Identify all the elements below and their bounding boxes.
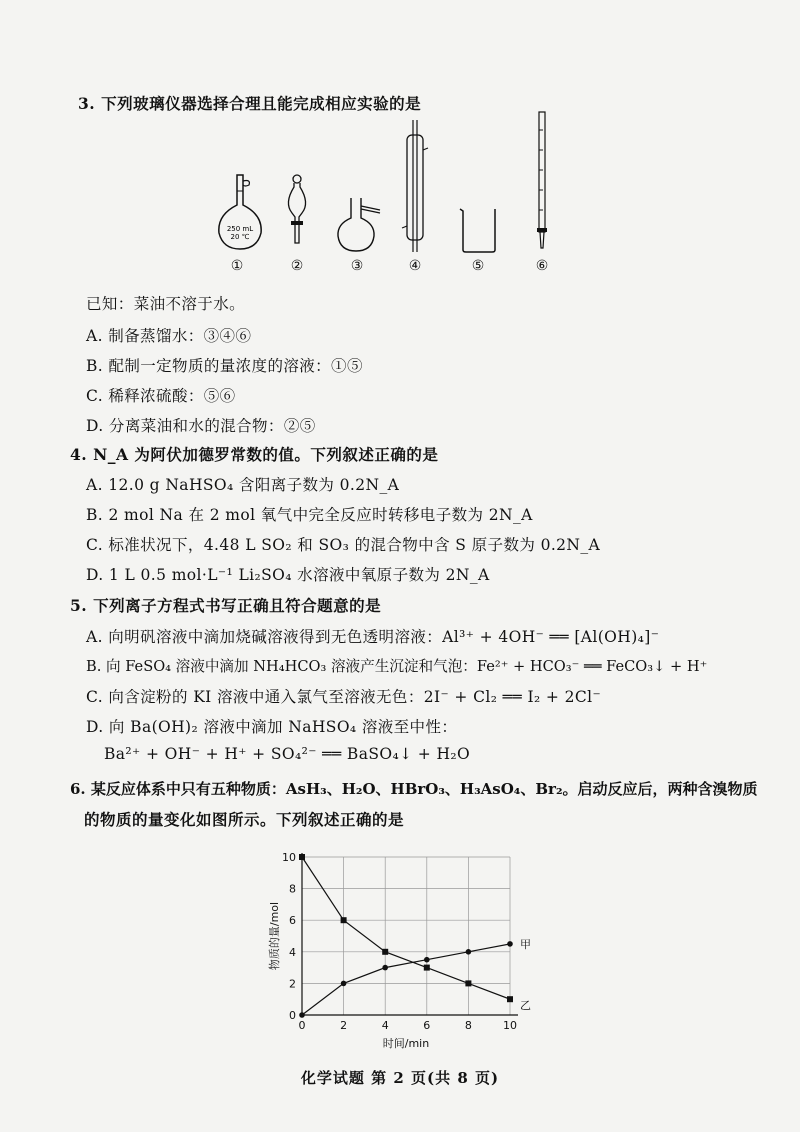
series-line-2 <box>302 857 510 999</box>
q5-option-d: D. 向 Ba(OH)₂ 溶液中滴加 NaHSO₄ 溶液至中性： <box>86 718 458 736</box>
q5-option-b: B. 向 FeSO₄ 溶液中滴加 NH₄HCO₃ 溶液产生沉淀和气泡：Fe²⁺ + HCO₃⁻ ══ FeCO₃↓ + H⁺ <box>86 658 708 675</box>
data-point-2 <box>507 996 513 1002</box>
data-point-1 <box>341 981 347 987</box>
q4-option-d: D. 1 L 0.5 mol·L⁻¹ Li₂SO₄ 水溶液中氧原子数为 2N_A <box>86 566 490 584</box>
q4-option-c: C. 标准状况下，4.48 L SO₂ 和 SO₃ 的混合物中含 S 原子数为 0.2N_A <box>86 536 601 554</box>
q4-option-a: A. 12.0 g NaHSO₄ 含阳离子数为 0.2N_A <box>86 476 400 494</box>
x-tick-label: 4 <box>381 1019 389 1032</box>
volumetric-flask-icon <box>215 173 265 253</box>
q5-stem: 5. 下列离子方程式书写正确且符合题意的是 <box>70 596 382 615</box>
x-tick-label: 6 <box>423 1019 431 1032</box>
y-tick-label: 10 <box>282 851 296 864</box>
data-point-1 <box>424 957 430 963</box>
q3-option-a: A. 制备蒸馏水：③④⑥ <box>86 327 252 345</box>
q6-chart <box>260 845 560 1055</box>
y-tick-label: 8 <box>289 882 296 896</box>
x-tick-label: 2 <box>340 1019 348 1032</box>
separatory-funnel-icon <box>282 173 312 253</box>
apparatus-row <box>200 118 580 276</box>
q3-option-d: D. 分离菜油和水的混合物：②⑤ <box>86 417 316 435</box>
apparatus-label-3: ③ <box>350 258 364 274</box>
x-tick-label: 8 <box>464 1019 472 1032</box>
q3-known: 已知：菜油不溶于水。 <box>86 295 246 313</box>
q6-stem-line2: 的物质的量变化如图所示。下列叙述正确的是 <box>84 810 405 829</box>
apparatus-label-1: ① <box>230 258 244 274</box>
q4-stem: 4. N_A 为阿伏加德罗常数的值。下列叙述正确的是 <box>70 445 439 464</box>
y-axis-label: 物质的量/mol <box>268 901 281 971</box>
page-footer: 化学试题 第 2 页(共 8 页) <box>300 1069 500 1087</box>
y-tick-label: 4 <box>289 945 296 959</box>
apparatus-label-4: ④ <box>408 258 422 274</box>
q6-chart-svg <box>260 845 560 1055</box>
x-tick-label: 0 <box>298 1019 306 1032</box>
y-tick-label: 0 <box>289 1009 296 1022</box>
x-axis-label: 时间/min <box>382 1037 430 1050</box>
data-point-2 <box>424 965 430 971</box>
y-tick-label: 2 <box>289 977 296 991</box>
flask-temp-label: 20 ℃ <box>230 233 250 241</box>
q3-option-b: B. 配制一定物质的量浓度的溶液：①⑤ <box>86 357 363 375</box>
flask-volume-label: 250 mL <box>226 225 254 233</box>
series-label-1: 甲 <box>520 937 531 951</box>
beaker-icon <box>458 206 498 254</box>
q5-option-c: C. 向含淀粉的 KI 溶液中通入氯气至溶液无色：2I⁻ + Cl₂ ══ I₂ + 2Cl⁻ <box>86 688 602 706</box>
distilling-flask-icon <box>334 196 384 254</box>
burette-icon <box>532 110 552 256</box>
condenser-icon <box>400 120 430 255</box>
apparatus-label-6: ⑥ <box>535 258 549 274</box>
apparatus-label-5: ⑤ <box>471 258 485 274</box>
data-point-2 <box>465 980 471 986</box>
data-point-2 <box>382 949 388 955</box>
q3-stem: 3. 下列玻璃仪器选择合理且能完成相应实验的是 <box>78 94 422 113</box>
data-point-1 <box>507 941 513 947</box>
data-point-1 <box>466 949 472 955</box>
x-tick-label: 10 <box>503 1019 517 1032</box>
data-point-2 <box>299 854 305 860</box>
series-line-1 <box>302 944 510 1015</box>
q6-stem-line1: 6. 某反应体系中只有五种物质：AsH₃、H₂O、HBrO₃、H₃AsO₄、Br₂。启动反应后，两种含溴物质 <box>70 780 758 798</box>
q5-option-a: A. 向明矾溶液中滴加烧碱溶液得到无色透明溶液：Al³⁺ + 4OH⁻ ══ [Al(OH)₄]⁻ <box>86 628 660 646</box>
series-label-2: 乙 <box>520 999 531 1013</box>
data-point-2 <box>341 917 347 923</box>
data-point-1 <box>382 965 388 971</box>
q3-option-c: C. 稀释浓硫酸：⑤⑥ <box>86 387 236 405</box>
apparatus-label-2: ② <box>290 258 304 274</box>
q5-option-d-equation: Ba²⁺ + OH⁻ + H⁺ + SO₄²⁻ ══ BaSO₄↓ + H₂O <box>104 745 471 763</box>
data-point-1 <box>299 1012 305 1018</box>
q4-option-b: B. 2 mol Na 在 2 mol 氧气中完全反应时转移电子数为 2N_A <box>86 506 533 524</box>
y-tick-label: 6 <box>289 914 296 928</box>
